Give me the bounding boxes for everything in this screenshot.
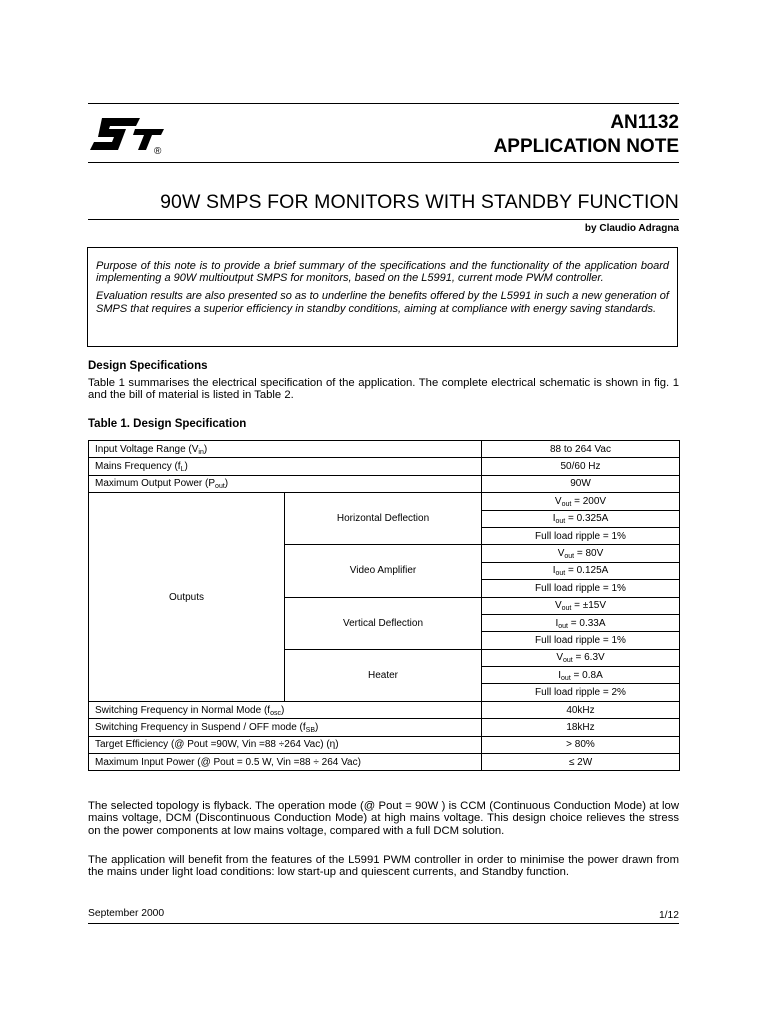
table-row (89, 736, 680, 753)
output-current: $I_{out} = 0.125A$ (482, 562, 680, 579)
output-voltage: $V_{out} = 200V$ (482, 493, 680, 510)
output-voltage: $V_{out} = 80V$ (482, 545, 680, 562)
row-label: Input Voltage Range $(V_{in})$ (89, 441, 482, 458)
page-title: 90W SMPS FOR MONITORS WITH STANDBY FUNCTION (160, 191, 679, 213)
row-value: ≤ 2W (482, 754, 680, 771)
abstract-box (87, 247, 678, 347)
design-spec-table (88, 440, 680, 771)
registered-mark: ® (154, 146, 162, 157)
document-type: APPLICATION NOTE (493, 136, 679, 157)
footer-date: September 2000 (88, 908, 165, 919)
header-bottom-rule (88, 162, 679, 163)
row-label: Maximum Output Power $(P_{out})$ (89, 475, 482, 492)
st-logo (88, 110, 168, 160)
section-heading: Design Specifications (88, 360, 208, 372)
abstract-paragraph-1: Purpose of this note is to provide a brief summary of the specifications and the functionality of the application board implementing a 90W multioutput SMPS for monitors, based on the L5991, current mode PWM controller. (96, 260, 669, 285)
output-group-name: Video Amplifier (285, 545, 482, 597)
row-label: Mains Frequency $(f_L)$ (89, 458, 482, 475)
row-value: 40kHz (482, 701, 680, 718)
table-row (89, 701, 680, 718)
table-row (89, 458, 680, 475)
footer-rule (88, 923, 679, 924)
output-ripple: Full load ripple = 1% (482, 632, 680, 649)
header-top-rule (88, 103, 679, 104)
output-current: $I_{out} = 0.8A$ (482, 667, 680, 684)
table-row (89, 719, 680, 736)
table-caption: Table 1. Design Specification (88, 418, 247, 430)
output-group-name: Vertical Deflection (285, 597, 482, 649)
row-value: 88 to 264 Vac (482, 441, 680, 458)
body-paragraph-2: The application will benefit from the features of the L5991 PWM controller in order to minimise the power drawn from the mains under light load conditions: low start-up and quiescent currents, and Standby function. (88, 854, 679, 879)
body-paragraph-1: The selected topology is flyback. The operation mode (@ Pout = 90W ) is CCM (Continuous Conduction Mode) at low mains voltage, DCM (Discontinuous Conduction Mode) at high mains voltage. This design choice relieves the stress on the power components at low mains voltage, compared with a full DCM solution. (88, 800, 679, 837)
row-value: > 80% (482, 736, 680, 753)
outputs-label: Outputs (89, 493, 285, 702)
title-rule (88, 219, 679, 220)
output-current: $I_{out} = 0.33A$ (482, 614, 680, 631)
output-ripple: Full load ripple = 1% (482, 580, 680, 597)
output-group-name: Heater (285, 649, 482, 701)
row-label: Target Efficiency (@ Pout =90W, Vin =88 ÷264 Vac) (η) (89, 736, 482, 753)
row-label: Switching Frequency in Normal Mode $(f_{osc})$ (89, 701, 482, 718)
table-row (89, 475, 680, 492)
row-label: Maximum Input Power (@ Pout = 0.5 W, Vin =88 ÷ 264 Vac) (89, 754, 482, 771)
output-ripple: Full load ripple = 2% (482, 684, 680, 701)
output-ripple: Full load ripple = 1% (482, 527, 680, 544)
output-current: $I_{out} = 0.325A$ (482, 510, 680, 527)
row-value: 50/60 Hz (482, 458, 680, 475)
table-row (89, 441, 680, 458)
output-voltage: $V_{out} = 6.3V$ (482, 649, 680, 666)
output-group-name: Horizontal Deflection (285, 493, 482, 545)
abstract-paragraph-2: Evaluation results are also presented so as to underline the benefits offered by the L5991 in such a new generation of SMPS that requires a superior efficiency in standby conditions, aiming at compliance with energy saving standards. (96, 290, 669, 315)
output-voltage: $V_{out} = \pm 15V$ (482, 597, 680, 614)
table-row (89, 493, 680, 510)
row-value: 90W (482, 475, 680, 492)
table-row (89, 754, 680, 771)
section-paragraph: Table 1 summarises the electrical specification of the application. The complete electrical schematic is shown in fig. 1 and the bill of material is listed in Table 2. (88, 377, 679, 402)
row-value: 18kHz (482, 719, 680, 736)
author-line: by Claudio Adragna (584, 223, 679, 234)
page-number: 1/12 (658, 910, 679, 921)
document-number: AN1132 (610, 112, 679, 133)
row-label: Switching Frequency in Suspend / OFF mode $(f_{SB})$ (89, 719, 482, 736)
